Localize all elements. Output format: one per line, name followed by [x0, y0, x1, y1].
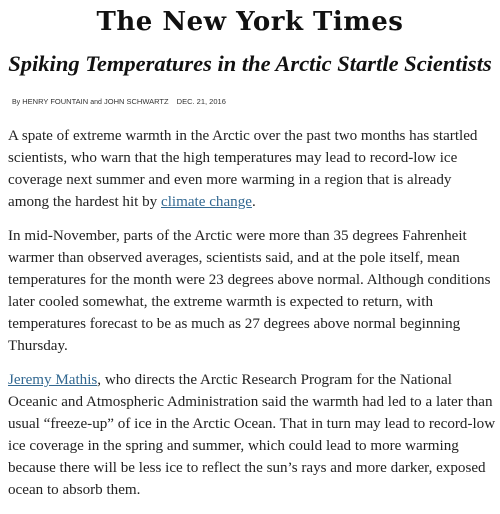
paragraph-3 [8, 369, 496, 501]
byline-and: and [90, 99, 102, 106]
byline-author-2[interactable]: JOHN SCHWARTZ [103, 97, 169, 106]
article-body [8, 125, 496, 513]
paragraph-2: In mid-November, parts of the Arctic were more than 35 degrees Fahrenheit warmer than observed averages, scientists said, and at the pole itself, mean temperatures for the month were 23 degrees above normal. Although conditions later cooled somewhat, the extreme warmth is expected to return, with temperatures forecast to be as much as 27 degrees above normal beginning Thursday. [8, 228, 491, 354]
paragraph-1 [8, 125, 496, 213]
byline-author-1[interactable]: HENRY FOUNTAIN [22, 97, 89, 106]
byline-by: By [12, 99, 21, 106]
byline [12, 97, 226, 108]
article-headline: Spiking Temperatures in the Arctic Startle Scientists [8, 51, 492, 76]
jeremy-mathis-link[interactable]: Jeremy Mathis [8, 372, 98, 388]
paragraph-3-text: , who directs the Arctic Research Program for the National Oceanic and Atmospheric Administration said the warmth had led to a later than usual “freeze-up” of ice in the Arctic Ocean. That in turn may lead to record-low ice coverage in the spring and summer, which could lead to more warming because there will be less ice to reflect the sun’s rays and more darker, exposed ocean to absorb them. [8, 372, 496, 498]
climate-change-link[interactable]: climate change [161, 194, 252, 210]
masthead-logo[interactable]: The New York Times [96, 7, 404, 37]
paragraph-1-text: A spate of extreme warmth in the Arctic over the past two months has startled scientists, who warn that the high temperatures may lead to record-low ice coverage next summer and even more warming in a region that is already among the hardest hit by [8, 128, 478, 210]
byline-date: DEC. 21, 2016 [176, 97, 226, 106]
paragraph-1-end: . [251, 194, 256, 210]
